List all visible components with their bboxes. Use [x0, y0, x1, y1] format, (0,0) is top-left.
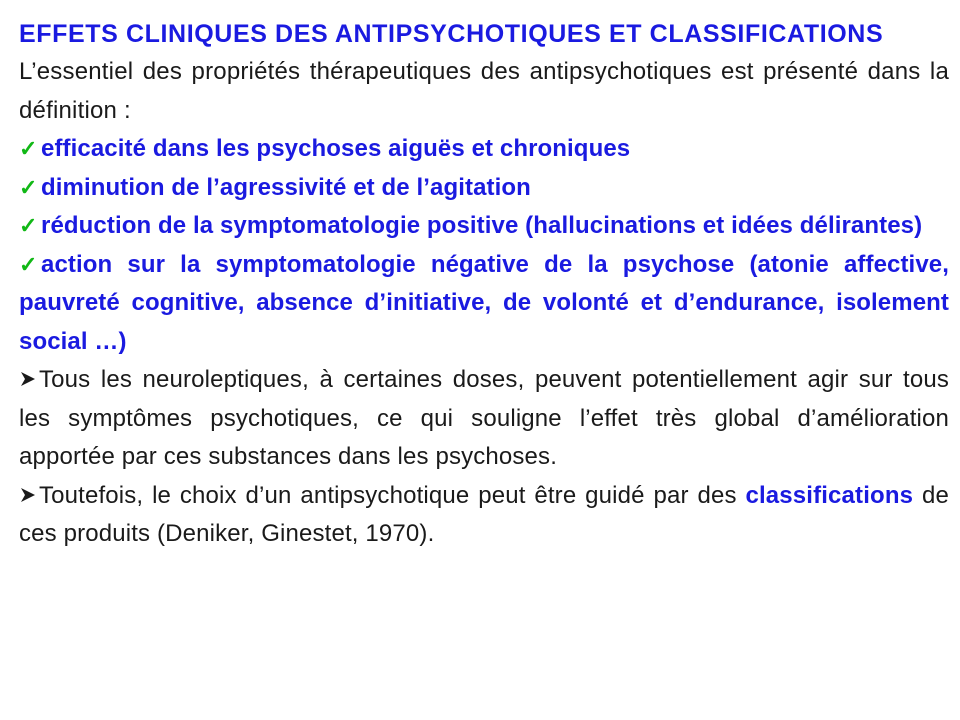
check-mark-icon: ✓: [19, 174, 38, 200]
arrow-item-2: [19, 477, 949, 554]
arrow-item-text-end: de ces produits (Deniker, Ginestet, 1970).: [19, 481, 949, 547]
arrow-list: [19, 361, 949, 554]
arrow-item-1: [19, 361, 949, 477]
arrow-item-text-start: Toutefois, le choix d’un antipsychotique peut être guidé par des: [39, 481, 746, 509]
check-item-text: diminution de l’agressivité et de l’agitation: [41, 173, 531, 201]
check-list: [19, 130, 949, 361]
check-item-1: [19, 130, 949, 169]
check-item-3: [19, 207, 949, 246]
check-mark-icon: ✓: [19, 213, 38, 238]
check-item-text: efficacité dans les psychoses aiguës et chroniques: [41, 135, 631, 162]
arrow-right-icon: [19, 370, 37, 388]
check-item-4: [19, 246, 949, 362]
check-item-text: action sur la symptomatologie négative de la psychose (atonie affective, pauvreté cognitive, absence d’initiative, de volonté et d’endurance, isolement social …): [19, 250, 949, 355]
keyword-classifications: classifications: [745, 481, 914, 509]
check-mark-icon: ✓: [19, 251, 38, 277]
slide-title: EFFETS CLINIQUES DES ANTIPSYCHOTIQUES ET CLASSIFICATIONS: [19, 20, 884, 48]
intro-paragraph: L’essentiel des propriétés thérapeutiques des antipsychotiques est présenté dans la définition :: [19, 58, 949, 124]
check-item-2: [19, 169, 949, 208]
slide: [19, 16, 949, 554]
arrow-right-icon: [19, 486, 37, 504]
check-item-text: réduction de la symptomatologie positive (hallucinations et idées délirantes): [41, 212, 923, 239]
arrow-item-text: Tous les neuroleptiques, à certaines doses, peuvent potentiellement agir sur tous les symptômes psychotiques, ce qui souligne l’effet très global d’amélioration apportée par ces substances dans les psychoses.: [19, 366, 949, 470]
check-mark-icon: ✓: [19, 136, 38, 161]
